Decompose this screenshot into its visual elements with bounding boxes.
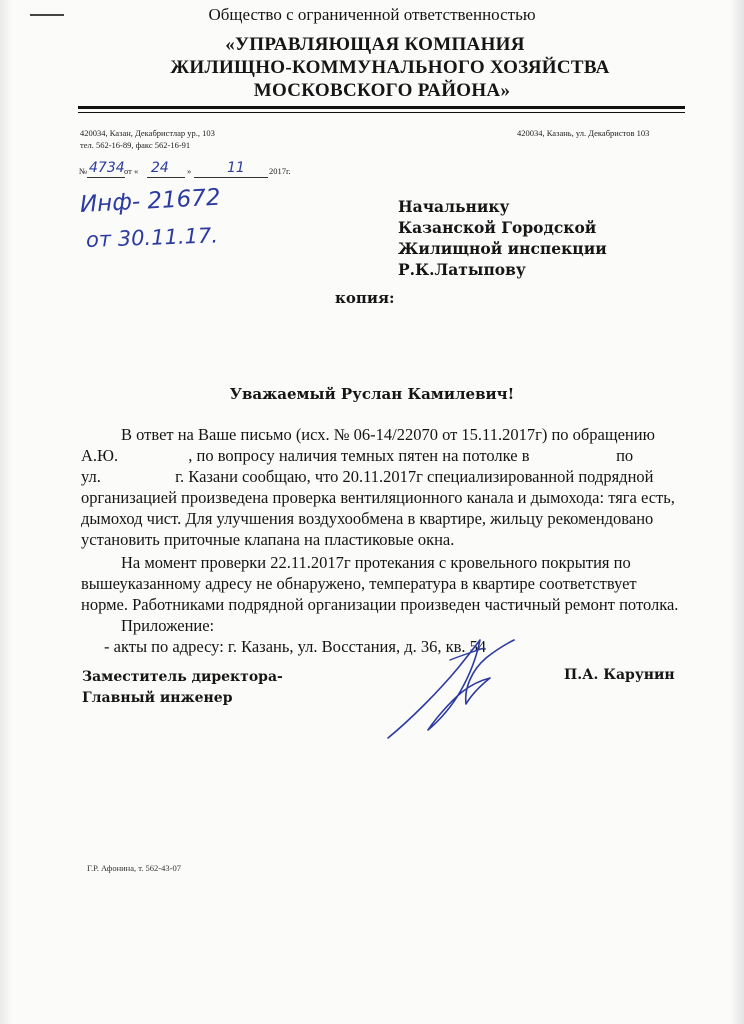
phone-left: тел. 562-16-89, факс 562-16-91 [80, 140, 191, 150]
org-name [0, 33, 744, 102]
number-underline [87, 177, 125, 178]
body-p1-line4: организацией произведена проверка вентиляционного канала и дымохода: тяга есть, [81, 488, 675, 507]
scan-right-edge [730, 0, 744, 1024]
body-p1-line6: установить приточные клапана на пластиковые окна. [81, 530, 455, 549]
org-name-line2: ЖИЛИЩНО-КОММУНАЛЬНОГО ХОЗЯЙСТВА [170, 57, 610, 78]
number-sign: № [79, 166, 88, 176]
signatory-title [82, 667, 283, 709]
signatory-title-line2: Главный инженер [82, 690, 233, 706]
outgoing-day: 24 [151, 160, 169, 176]
signatory-name: П.А. Карунин [564, 667, 675, 683]
body-p1-line5: дымоход чист. Для улучшения воздухообмена в квартире, жильцу рекомендовано [81, 509, 654, 528]
attachment-label: Приложение: [121, 616, 215, 635]
org-type: Общество с ограниченной ответственностью [208, 5, 536, 24]
salutation: Уважаемый Руслан Камилевич! [229, 385, 515, 403]
day-underline [147, 177, 185, 178]
quote-close: » [187, 166, 192, 176]
incoming-stamp-number: Инф- 21672 [79, 184, 222, 218]
month-underline [194, 177, 268, 178]
address-left: 420034, Казан, Декабристлар ур., 103 [80, 128, 215, 138]
org-name-line1: «УПРАВЛЯЮЩАЯ КОМПАНИЯ [225, 34, 525, 55]
recipient-block [398, 196, 607, 280]
from-label: от « [124, 166, 139, 176]
address-right: 420034, Казань, ул. Декабристов 103 [517, 128, 650, 138]
incoming-stamp-date: от 30.11.17. [85, 223, 219, 252]
executor-contact: Г.Р. Афонина, т. 562-43-07 [87, 863, 181, 873]
header-rule-thin [78, 112, 685, 113]
recipient-line2: Казанской Городской [398, 218, 597, 237]
signatory-title-line1: Заместитель директора- [82, 669, 283, 685]
scan-left-edge [0, 0, 12, 1024]
recipient-line3: Жилищной инспекции [398, 239, 607, 258]
body-p1-line3: ул. г. Казани сообщаю, что 20.11.2017г специализированной подрядной [81, 467, 654, 486]
outgoing-month: 11 [227, 160, 245, 176]
recipient-line4: Р.К.Латыпову [398, 260, 526, 279]
attachment-item: - акты по адресу: г. Казань, ул. Восстания, д. 36, кв. 54 [104, 637, 487, 656]
outgoing-number-line [79, 160, 294, 180]
org-name-line3: МОСКОВСКОГО РАЙОНА» [253, 80, 511, 101]
outgoing-number: 4734 [89, 160, 125, 176]
year-suffix: 2017г. [269, 166, 291, 176]
handwritten-signature [380, 630, 520, 745]
body-p1-line2: А.Ю. , по вопросу наличия темных пятен на потолке в по [81, 446, 634, 465]
copy-label: копия: [335, 289, 395, 307]
body-p2-line1: На момент проверки 22.11.2017г протекания с кровельного покрытия по [121, 553, 631, 572]
header-rule-thick [78, 106, 685, 109]
body-p2-line3: норме. Работниками подрядной организации произведен частичный ремонт потолка. [81, 595, 679, 614]
body-p2-line2: вышеуказанному адресу не обнаружено, температура в квартире соответствует [81, 574, 637, 593]
body-p1-line1: В ответ на Ваше письмо (исх. № 06-14/22070 от 15.11.2017г) по обращению [121, 425, 655, 444]
recipient-line1: Начальнику [398, 197, 510, 216]
